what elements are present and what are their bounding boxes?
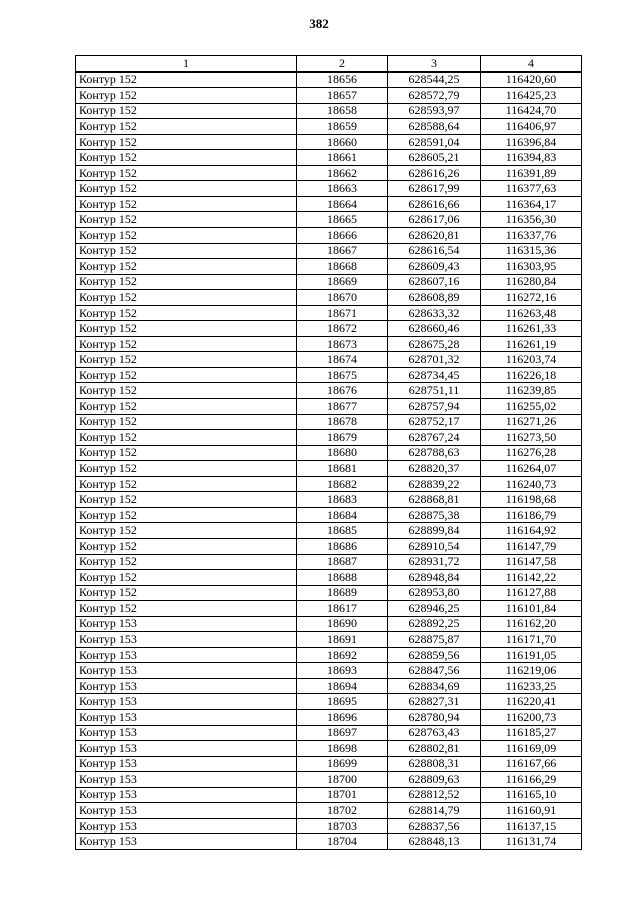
table-row xyxy=(76,181,582,197)
contour-name-cell: Контур 152 xyxy=(76,367,297,383)
contour-name-cell: Контур 152 xyxy=(76,601,297,617)
point-number-cell: 18674 xyxy=(297,352,388,368)
table-row xyxy=(76,523,582,539)
point-number-cell: 18704 xyxy=(297,834,388,850)
contour-name-cell: Контур 152 xyxy=(76,103,297,119)
x-coordinate-cell: 628868,81 xyxy=(388,492,481,508)
point-number-cell: 18663 xyxy=(297,181,388,197)
contour-name-cell: Контур 152 xyxy=(76,538,297,554)
y-coordinate-cell: 116264,07 xyxy=(481,461,582,477)
point-number-cell: 18702 xyxy=(297,803,388,819)
table-row xyxy=(76,321,582,337)
x-coordinate-cell: 628752,17 xyxy=(388,414,481,430)
y-coordinate-cell: 116377,63 xyxy=(481,181,582,197)
y-coordinate-cell: 116191,05 xyxy=(481,647,582,663)
table-row xyxy=(76,616,582,632)
contour-name-cell: Контур 153 xyxy=(76,663,297,679)
contour-name-cell: Контур 153 xyxy=(76,647,297,663)
y-coordinate-cell: 116162,20 xyxy=(481,616,582,632)
y-coordinate-cell: 116147,58 xyxy=(481,554,582,570)
point-number-cell: 18664 xyxy=(297,196,388,212)
y-coordinate-cell: 116219,06 xyxy=(481,663,582,679)
y-coordinate-cell: 116200,73 xyxy=(481,709,582,725)
table-row xyxy=(76,352,582,368)
x-coordinate-cell: 628763,43 xyxy=(388,725,481,741)
x-coordinate-cell: 628953,80 xyxy=(388,585,481,601)
x-coordinate-cell: 628847,56 xyxy=(388,663,481,679)
y-coordinate-cell: 116406,97 xyxy=(481,119,582,135)
y-coordinate-cell: 116337,76 xyxy=(481,228,582,244)
column-header-1: 1 xyxy=(76,56,297,72)
point-number-cell: 18617 xyxy=(297,601,388,617)
point-number-cell: 18688 xyxy=(297,570,388,586)
table-row xyxy=(76,818,582,834)
contour-name-cell: Контур 152 xyxy=(76,228,297,244)
y-coordinate-cell: 116198,68 xyxy=(481,492,582,508)
x-coordinate-cell: 628892,25 xyxy=(388,616,481,632)
table-row xyxy=(76,585,582,601)
y-coordinate-cell: 116127,88 xyxy=(481,585,582,601)
y-coordinate-cell: 116220,41 xyxy=(481,694,582,710)
table-header xyxy=(76,56,582,72)
contour-name-cell: Контур 152 xyxy=(76,585,297,601)
x-coordinate-cell: 628616,54 xyxy=(388,243,481,259)
y-coordinate-cell: 116315,36 xyxy=(481,243,582,259)
x-coordinate-cell: 628701,32 xyxy=(388,352,481,368)
point-number-cell: 18681 xyxy=(297,461,388,477)
point-number-cell: 18678 xyxy=(297,414,388,430)
x-coordinate-cell: 628875,87 xyxy=(388,632,481,648)
y-coordinate-cell: 116167,66 xyxy=(481,756,582,772)
contour-name-cell: Контур 152 xyxy=(76,414,297,430)
point-number-cell: 18668 xyxy=(297,259,388,275)
y-coordinate-cell: 116171,70 xyxy=(481,632,582,648)
table-row xyxy=(76,274,582,290)
x-coordinate-cell: 628591,04 xyxy=(388,134,481,150)
contour-name-cell: Контур 152 xyxy=(76,72,297,88)
point-number-cell: 18658 xyxy=(297,103,388,119)
point-number-cell: 18684 xyxy=(297,507,388,523)
y-coordinate-cell: 116147,79 xyxy=(481,538,582,554)
y-coordinate-cell: 116280,84 xyxy=(481,274,582,290)
table-row xyxy=(76,72,582,88)
point-number-cell: 18691 xyxy=(297,632,388,648)
column-header-2: 2 xyxy=(297,56,388,72)
x-coordinate-cell: 628757,94 xyxy=(388,399,481,415)
table-row xyxy=(76,601,582,617)
x-coordinate-cell: 628827,31 xyxy=(388,694,481,710)
table-row xyxy=(76,228,582,244)
table-row xyxy=(76,336,582,352)
header-row xyxy=(76,56,582,72)
x-coordinate-cell: 628834,69 xyxy=(388,678,481,694)
y-coordinate-cell: 116203,74 xyxy=(481,352,582,368)
y-coordinate-cell: 116273,50 xyxy=(481,430,582,446)
point-number-cell: 18685 xyxy=(297,523,388,539)
x-coordinate-cell: 628808,31 xyxy=(388,756,481,772)
contour-name-cell: Контур 153 xyxy=(76,725,297,741)
point-number-cell: 18692 xyxy=(297,647,388,663)
point-number-cell: 18680 xyxy=(297,445,388,461)
y-coordinate-cell: 116263,48 xyxy=(481,305,582,321)
x-coordinate-cell: 628593,97 xyxy=(388,103,481,119)
y-coordinate-cell: 116240,73 xyxy=(481,476,582,492)
table-row xyxy=(76,103,582,119)
y-coordinate-cell: 116186,79 xyxy=(481,507,582,523)
contour-name-cell: Контур 153 xyxy=(76,616,297,632)
contour-name-cell: Контур 152 xyxy=(76,445,297,461)
y-coordinate-cell: 116239,85 xyxy=(481,383,582,399)
contour-name-cell: Контур 152 xyxy=(76,461,297,477)
table-row xyxy=(76,772,582,788)
table-row xyxy=(76,243,582,259)
y-coordinate-cell: 116233,25 xyxy=(481,678,582,694)
y-coordinate-cell: 116160,91 xyxy=(481,803,582,819)
table-row xyxy=(76,787,582,803)
contour-name-cell: Контур 153 xyxy=(76,834,297,850)
y-coordinate-cell: 116425,23 xyxy=(481,88,582,104)
point-number-cell: 18670 xyxy=(297,290,388,306)
table-row xyxy=(76,834,582,850)
x-coordinate-cell: 628809,63 xyxy=(388,772,481,788)
table-row xyxy=(76,461,582,477)
contour-name-cell: Контур 153 xyxy=(76,694,297,710)
x-coordinate-cell: 628788,63 xyxy=(388,445,481,461)
y-coordinate-cell: 116394,83 xyxy=(481,150,582,166)
point-number-cell: 18700 xyxy=(297,772,388,788)
point-number-cell: 18656 xyxy=(297,72,388,88)
table-row xyxy=(76,259,582,275)
x-coordinate-cell: 628780,94 xyxy=(388,709,481,725)
y-coordinate-cell: 116169,09 xyxy=(481,741,582,757)
y-coordinate-cell: 116272,16 xyxy=(481,290,582,306)
table-row xyxy=(76,632,582,648)
point-number-cell: 18699 xyxy=(297,756,388,772)
contour-name-cell: Контур 152 xyxy=(76,181,297,197)
x-coordinate-cell: 628633,32 xyxy=(388,305,481,321)
contour-name-cell: Контур 153 xyxy=(76,803,297,819)
table-row xyxy=(76,119,582,135)
contour-name-cell: Контур 152 xyxy=(76,336,297,352)
table-row xyxy=(76,383,582,399)
y-coordinate-cell: 116142,22 xyxy=(481,570,582,586)
x-coordinate-cell: 628588,64 xyxy=(388,119,481,135)
table-row xyxy=(76,367,582,383)
contour-name-cell: Контур 152 xyxy=(76,430,297,446)
contour-name-cell: Контур 152 xyxy=(76,523,297,539)
x-coordinate-cell: 628839,22 xyxy=(388,476,481,492)
y-coordinate-cell: 116261,33 xyxy=(481,321,582,337)
table-row xyxy=(76,399,582,415)
x-coordinate-cell: 628605,21 xyxy=(388,150,481,166)
point-number-cell: 18657 xyxy=(297,88,388,104)
point-number-cell: 18682 xyxy=(297,476,388,492)
contour-name-cell: Контур 153 xyxy=(76,818,297,834)
point-number-cell: 18696 xyxy=(297,709,388,725)
table-row xyxy=(76,430,582,446)
contour-name-cell: Контур 153 xyxy=(76,632,297,648)
x-coordinate-cell: 628802,81 xyxy=(388,741,481,757)
table-row xyxy=(76,570,582,586)
y-coordinate-cell: 116166,29 xyxy=(481,772,582,788)
x-coordinate-cell: 628931,72 xyxy=(388,554,481,570)
contour-name-cell: Контур 152 xyxy=(76,321,297,337)
x-coordinate-cell: 628910,54 xyxy=(388,538,481,554)
contour-name-cell: Контур 152 xyxy=(76,212,297,228)
contour-name-cell: Контур 152 xyxy=(76,274,297,290)
table-row xyxy=(76,756,582,772)
contour-name-cell: Контур 152 xyxy=(76,134,297,150)
x-coordinate-cell: 628734,45 xyxy=(388,367,481,383)
table-row xyxy=(76,709,582,725)
y-coordinate-cell: 116276,28 xyxy=(481,445,582,461)
x-coordinate-cell: 628617,06 xyxy=(388,212,481,228)
y-coordinate-cell: 116226,18 xyxy=(481,367,582,383)
table-row xyxy=(76,150,582,166)
contour-name-cell: Контур 152 xyxy=(76,507,297,523)
x-coordinate-cell: 628899,84 xyxy=(388,523,481,539)
point-number-cell: 18698 xyxy=(297,741,388,757)
point-number-cell: 18686 xyxy=(297,538,388,554)
table-row xyxy=(76,88,582,104)
x-coordinate-cell: 628572,79 xyxy=(388,88,481,104)
x-coordinate-cell: 628616,66 xyxy=(388,196,481,212)
contour-name-cell: Контур 153 xyxy=(76,787,297,803)
page-number: 382 xyxy=(309,16,329,31)
point-number-cell: 18701 xyxy=(297,787,388,803)
x-coordinate-cell: 628875,38 xyxy=(388,507,481,523)
coordinates-table xyxy=(75,55,582,850)
contour-name-cell: Контур 152 xyxy=(76,305,297,321)
point-number-cell: 18703 xyxy=(297,818,388,834)
x-coordinate-cell: 628607,16 xyxy=(388,274,481,290)
point-number-cell: 18665 xyxy=(297,212,388,228)
y-coordinate-cell: 116356,30 xyxy=(481,212,582,228)
table-row xyxy=(76,694,582,710)
table-row xyxy=(76,445,582,461)
table-row xyxy=(76,538,582,554)
x-coordinate-cell: 628812,52 xyxy=(388,787,481,803)
contour-name-cell: Контур 152 xyxy=(76,150,297,166)
y-coordinate-cell: 116420,60 xyxy=(481,72,582,88)
table-row xyxy=(76,678,582,694)
point-number-cell: 18660 xyxy=(297,134,388,150)
contour-name-cell: Контур 152 xyxy=(76,243,297,259)
contour-name-cell: Контур 152 xyxy=(76,119,297,135)
point-number-cell: 18673 xyxy=(297,336,388,352)
table-body xyxy=(76,72,582,850)
table-row xyxy=(76,196,582,212)
x-coordinate-cell: 628948,84 xyxy=(388,570,481,586)
table-row xyxy=(76,647,582,663)
contour-name-cell: Контур 152 xyxy=(76,383,297,399)
y-coordinate-cell: 116424,70 xyxy=(481,103,582,119)
point-number-cell: 18661 xyxy=(297,150,388,166)
column-header-3: 3 xyxy=(388,56,481,72)
y-coordinate-cell: 116164,92 xyxy=(481,523,582,539)
contour-name-cell: Контур 152 xyxy=(76,570,297,586)
point-number-cell: 18677 xyxy=(297,399,388,415)
point-number-cell: 18675 xyxy=(297,367,388,383)
point-number-cell: 18683 xyxy=(297,492,388,508)
x-coordinate-cell: 628751,11 xyxy=(388,383,481,399)
contour-name-cell: Контур 153 xyxy=(76,772,297,788)
contour-name-cell: Контур 153 xyxy=(76,678,297,694)
y-coordinate-cell: 116131,74 xyxy=(481,834,582,850)
x-coordinate-cell: 628608,89 xyxy=(388,290,481,306)
x-coordinate-cell: 628544,25 xyxy=(388,72,481,88)
x-coordinate-cell: 628617,99 xyxy=(388,181,481,197)
table-row xyxy=(76,554,582,570)
table-row xyxy=(76,414,582,430)
point-number-cell: 18693 xyxy=(297,663,388,679)
table-row xyxy=(76,507,582,523)
table-row xyxy=(76,741,582,757)
x-coordinate-cell: 628660,46 xyxy=(388,321,481,337)
contour-name-cell: Контур 152 xyxy=(76,165,297,181)
contour-name-cell: Контур 152 xyxy=(76,88,297,104)
point-number-cell: 18666 xyxy=(297,228,388,244)
table-row xyxy=(76,165,582,181)
x-coordinate-cell: 628814,79 xyxy=(388,803,481,819)
contour-name-cell: Контур 153 xyxy=(76,756,297,772)
x-coordinate-cell: 628820,37 xyxy=(388,461,481,477)
table-row xyxy=(76,803,582,819)
contour-name-cell: Контур 152 xyxy=(76,554,297,570)
y-coordinate-cell: 116271,26 xyxy=(481,414,582,430)
x-coordinate-cell: 628859,56 xyxy=(388,647,481,663)
y-coordinate-cell: 116165,10 xyxy=(481,787,582,803)
point-number-cell: 18662 xyxy=(297,165,388,181)
contour-name-cell: Контур 153 xyxy=(76,741,297,757)
x-coordinate-cell: 628609,43 xyxy=(388,259,481,275)
table-row xyxy=(76,305,582,321)
y-coordinate-cell: 116255,02 xyxy=(481,399,582,415)
y-coordinate-cell: 116391,89 xyxy=(481,165,582,181)
point-number-cell: 18676 xyxy=(297,383,388,399)
table-row xyxy=(76,663,582,679)
y-coordinate-cell: 116261,19 xyxy=(481,336,582,352)
point-number-cell: 18671 xyxy=(297,305,388,321)
contour-name-cell: Контур 152 xyxy=(76,196,297,212)
y-coordinate-cell: 116364,17 xyxy=(481,196,582,212)
table-row xyxy=(76,492,582,508)
x-coordinate-cell: 628837,56 xyxy=(388,818,481,834)
table-row xyxy=(76,476,582,492)
contour-name-cell: Контур 152 xyxy=(76,492,297,508)
y-coordinate-cell: 116396,84 xyxy=(481,134,582,150)
point-number-cell: 18697 xyxy=(297,725,388,741)
table-row xyxy=(76,290,582,306)
table-row xyxy=(76,212,582,228)
x-coordinate-cell: 628848,13 xyxy=(388,834,481,850)
contour-name-cell: Контур 152 xyxy=(76,259,297,275)
contour-name-cell: Контур 153 xyxy=(76,709,297,725)
x-coordinate-cell: 628946,25 xyxy=(388,601,481,617)
point-number-cell: 18659 xyxy=(297,119,388,135)
point-number-cell: 18695 xyxy=(297,694,388,710)
contour-name-cell: Контур 152 xyxy=(76,290,297,306)
y-coordinate-cell: 116101,84 xyxy=(481,601,582,617)
point-number-cell: 18689 xyxy=(297,585,388,601)
point-number-cell: 18679 xyxy=(297,430,388,446)
x-coordinate-cell: 628616,26 xyxy=(388,165,481,181)
x-coordinate-cell: 628767,24 xyxy=(388,430,481,446)
x-coordinate-cell: 628675,28 xyxy=(388,336,481,352)
point-number-cell: 18687 xyxy=(297,554,388,570)
y-coordinate-cell: 116137,15 xyxy=(481,818,582,834)
column-header-4: 4 xyxy=(481,56,582,72)
point-number-cell: 18694 xyxy=(297,678,388,694)
table-row xyxy=(76,725,582,741)
x-coordinate-cell: 628620,81 xyxy=(388,228,481,244)
point-number-cell: 18667 xyxy=(297,243,388,259)
table-row xyxy=(76,134,582,150)
point-number-cell: 18672 xyxy=(297,321,388,337)
contour-name-cell: Контур 152 xyxy=(76,352,297,368)
y-coordinate-cell: 116303,95 xyxy=(481,259,582,275)
point-number-cell: 18690 xyxy=(297,616,388,632)
y-coordinate-cell: 116185,27 xyxy=(481,725,582,741)
point-number-cell: 18669 xyxy=(297,274,388,290)
contour-name-cell: Контур 152 xyxy=(76,476,297,492)
contour-name-cell: Контур 152 xyxy=(76,399,297,415)
